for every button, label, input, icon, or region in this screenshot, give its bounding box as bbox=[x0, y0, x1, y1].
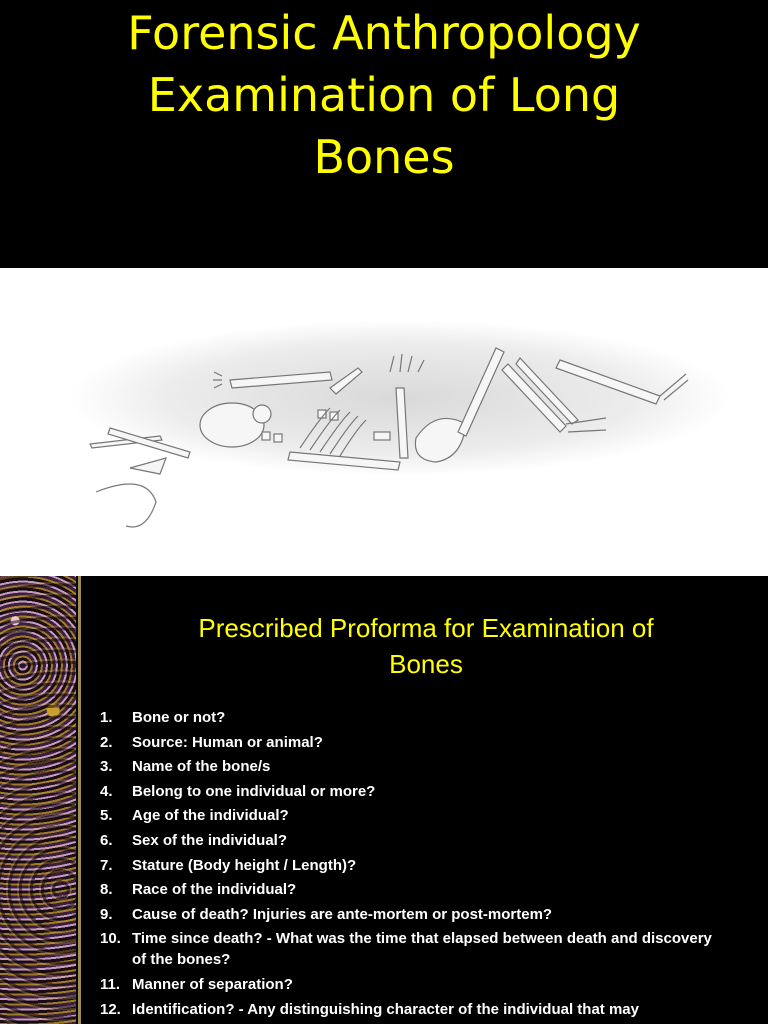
slide-title bbox=[0, 2, 768, 188]
vertebra-icon bbox=[274, 434, 282, 442]
list-item-number: 2. bbox=[100, 733, 113, 751]
vertebra-icon bbox=[262, 432, 270, 440]
list-item-text: Source: Human or animal? bbox=[132, 733, 323, 751]
proforma-list bbox=[100, 707, 720, 1023]
list-item-number: 1. bbox=[100, 709, 113, 726]
list-item-text: Race of the individual? bbox=[132, 881, 297, 899]
jaw-icon bbox=[253, 405, 271, 423]
vertebra-icon bbox=[374, 432, 390, 440]
list-item bbox=[100, 974, 720, 995]
pick-icon bbox=[96, 484, 156, 527]
list-item-text: Sex of the individual? bbox=[132, 831, 288, 849]
list-item-text: Bone or not? bbox=[132, 709, 226, 726]
list-item-text: Identification? - Any distinguishing character of the individual that may bbox=[132, 1000, 639, 1018]
list-item bbox=[100, 732, 720, 753]
list-item-number: 9. bbox=[100, 905, 113, 923]
list-item-number: 7. bbox=[100, 856, 113, 874]
list-item-number: 12. bbox=[100, 1000, 121, 1018]
fractal-border-decoration bbox=[0, 576, 76, 1024]
list-item-text: Manner of separation? bbox=[132, 975, 293, 993]
list-item bbox=[100, 904, 720, 925]
list-item-text: Cause of death? Injuries are ante-mortem or post-mortem? bbox=[132, 905, 553, 923]
list-item-text: Stature (Body height / Length)? bbox=[132, 856, 357, 874]
list-item bbox=[100, 805, 720, 826]
list-item-number: 11. bbox=[100, 975, 121, 993]
list-item-text: Name of the bone/s bbox=[132, 758, 271, 776]
list-item bbox=[100, 781, 720, 802]
title-line-3: Bones bbox=[313, 130, 455, 184]
list-item-number: 5. bbox=[100, 807, 113, 825]
list-item bbox=[100, 830, 720, 851]
list-item-text: Belong to one individual or more? bbox=[132, 782, 376, 800]
list-item bbox=[100, 928, 720, 970]
list-item bbox=[100, 756, 720, 777]
list-item-text: Age of the individual? bbox=[132, 807, 289, 825]
proforma-title bbox=[84, 610, 768, 682]
list-item-number: 10. bbox=[100, 930, 121, 948]
proforma-title-line-2: Bones bbox=[389, 649, 463, 679]
list-item-number: 6. bbox=[100, 831, 113, 849]
border-divider bbox=[78, 576, 81, 1024]
list-item bbox=[100, 707, 720, 728]
trowel-blade-icon bbox=[130, 458, 166, 474]
list-item bbox=[100, 999, 720, 1020]
list-item-number: 8. bbox=[100, 881, 113, 899]
list-item bbox=[100, 855, 720, 876]
title-line-1: Forensic Anthropology bbox=[127, 6, 641, 60]
list-item bbox=[100, 879, 720, 900]
title-line-2: Examination of Long bbox=[147, 68, 621, 122]
list-item-number: 3. bbox=[100, 758, 113, 776]
skeleton-illustration bbox=[0, 268, 768, 576]
title-slide bbox=[0, 0, 768, 268]
list-item-number: 4. bbox=[100, 782, 113, 800]
proforma-title-line-1: Prescribed Proforma for Examination of bbox=[198, 613, 654, 643]
proforma-slide bbox=[0, 576, 768, 1024]
list-item-text: Time since death? - What was the time that elapsed between death and discovery of the bones? bbox=[132, 930, 712, 969]
skeleton-drawing bbox=[0, 268, 768, 576]
